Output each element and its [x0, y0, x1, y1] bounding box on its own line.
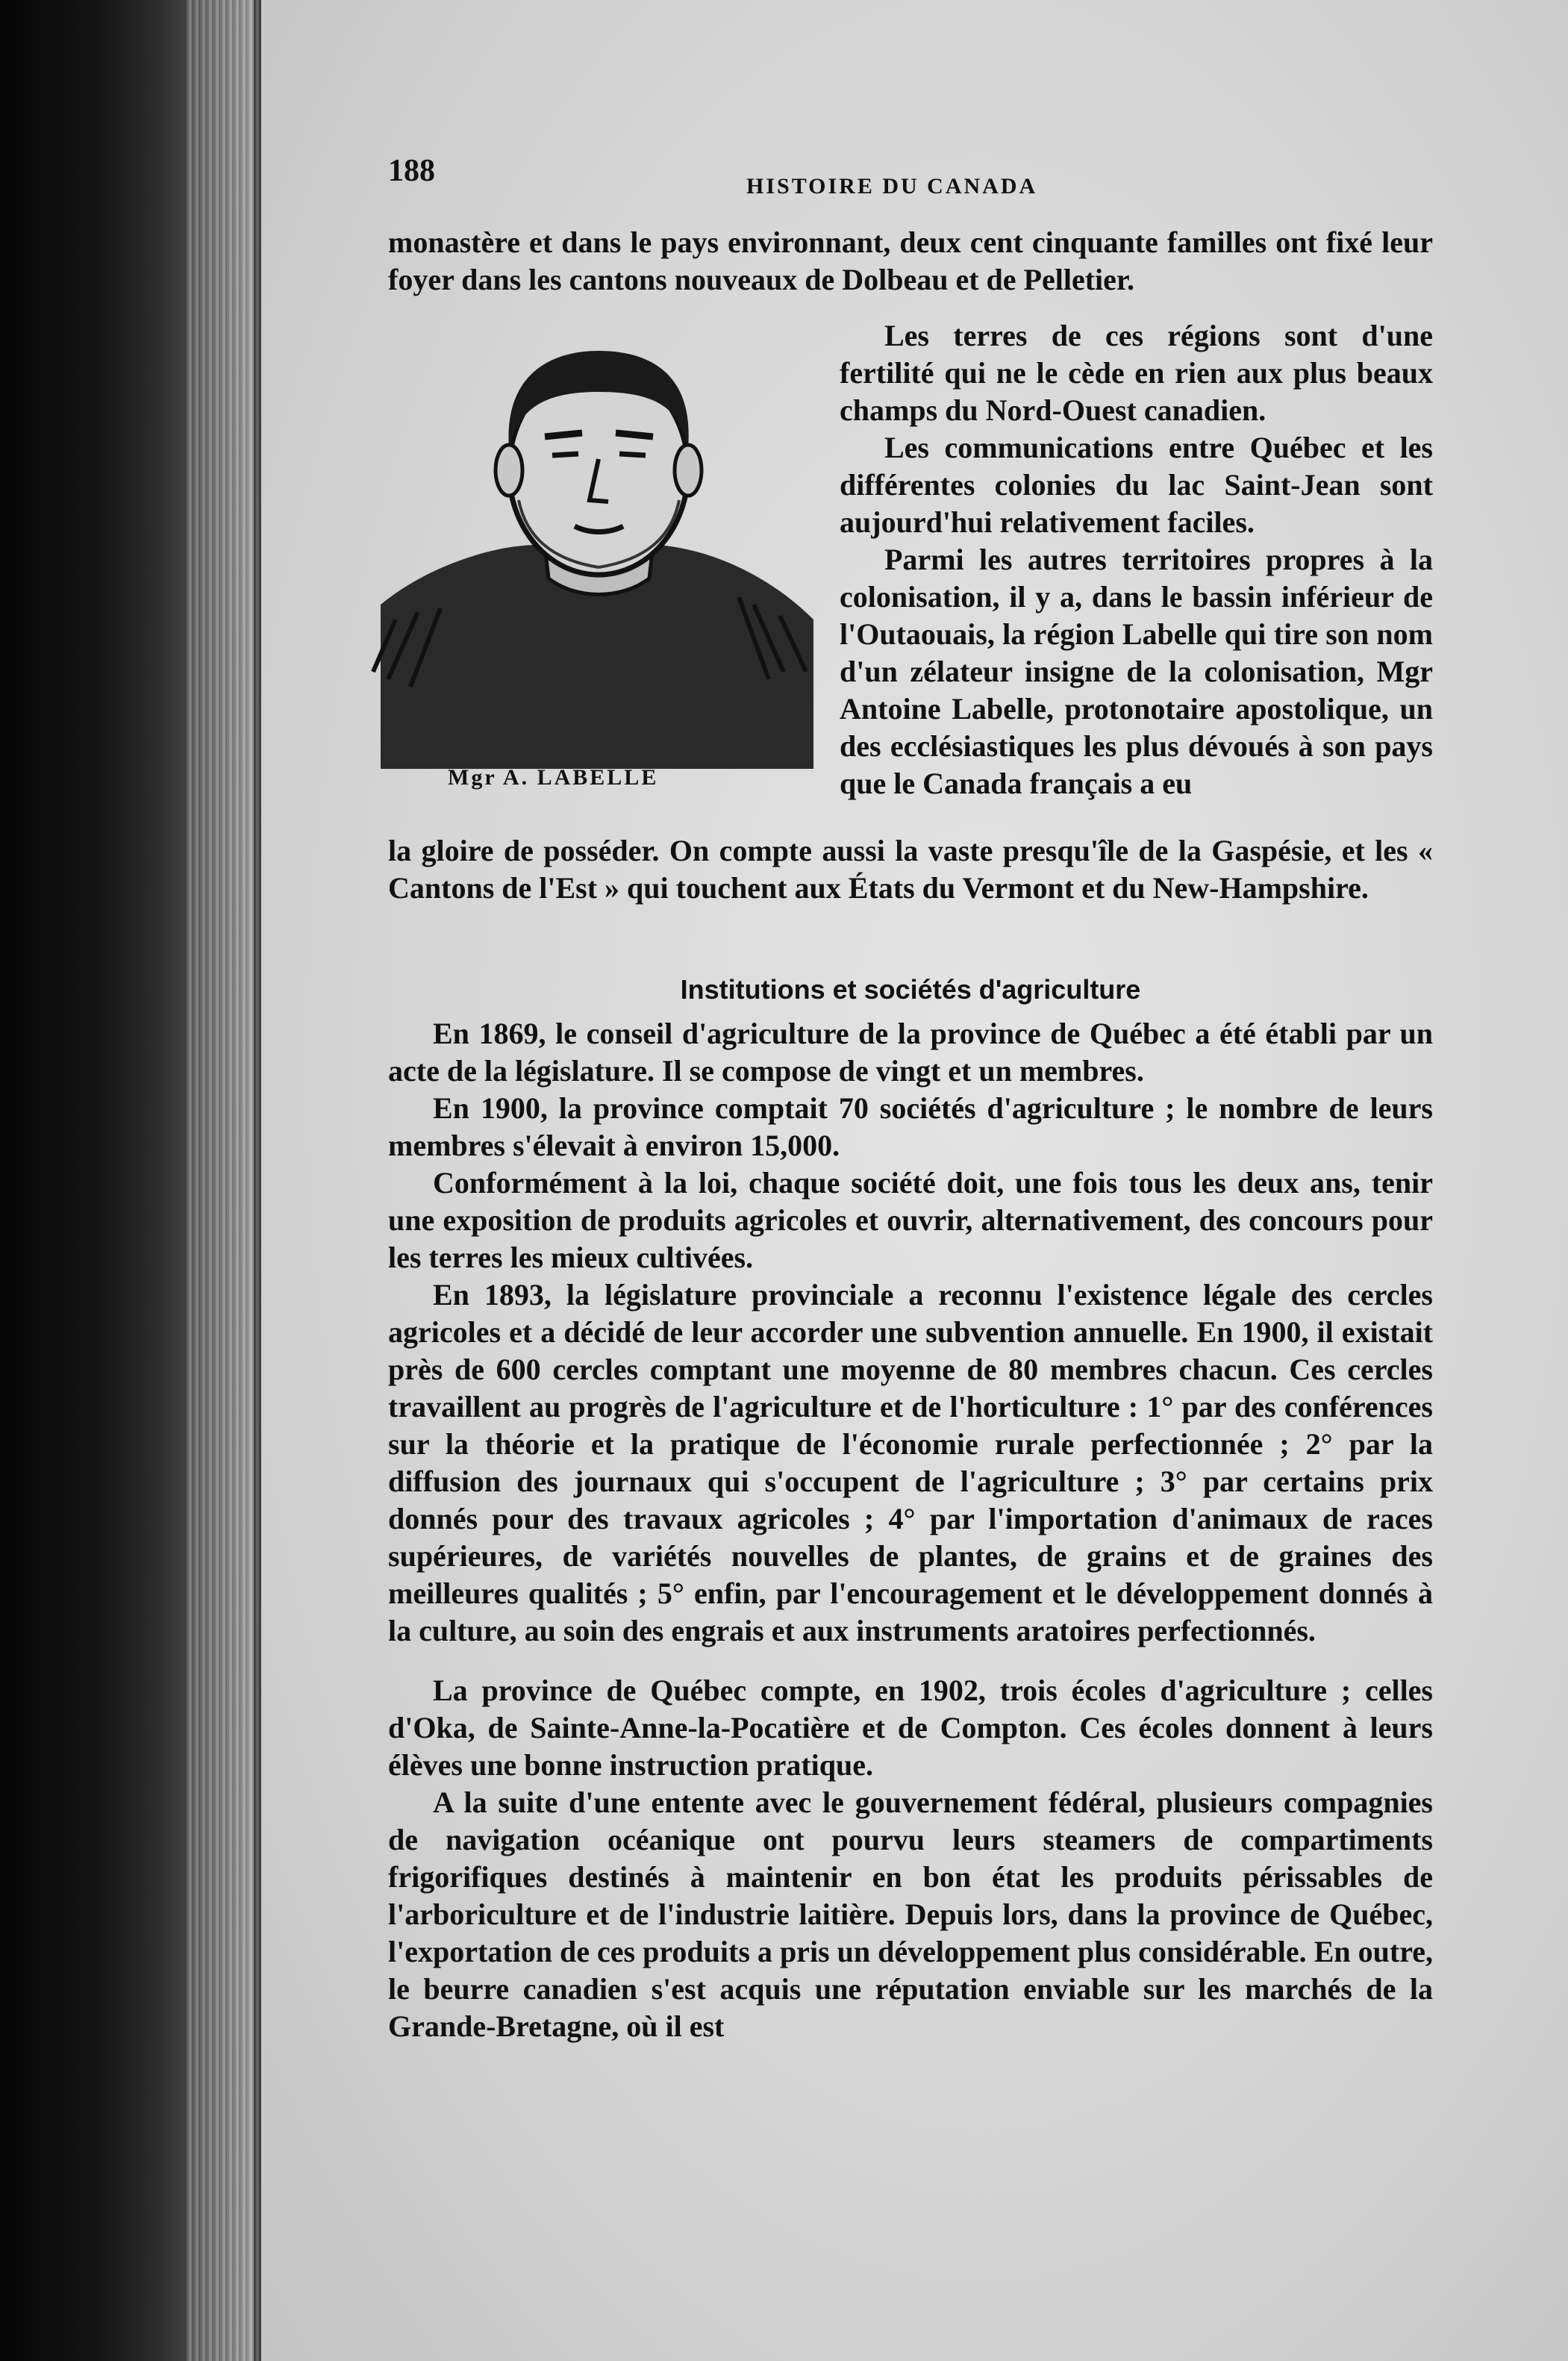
side-paragraph-2: Les communications entre Québec et les différentes colonies du lac Saint-Jean sont aujourd'hui relativement faciles.	[840, 431, 1433, 539]
page-number: 188	[388, 154, 435, 188]
continuation-text: la gloire de posséder. On compte aussi la vaste presqu'île de la Gaspésie, et les « Cantons de l'Est » qui touchent aux États du Vermont et du New-Hampshire.	[388, 834, 1433, 905]
page-edges	[187, 0, 269, 2361]
paragraph-1: En 1869, le conseil d'agriculture de la province de Québec a été établi par un acte de la législature. Il se compose de vingt et un membres.	[388, 1017, 1433, 1088]
side-paragraph-3: Parmi les autres territoires propres à la colonisation, il y a, dans le bassin inférieur de l'Outaouais, la région Labelle qui tire son nom d'un zélateur insigne de la colonisation, Mgr Antoine Labelle, protonotaire apostolique, un des ecclésiastiques les plus dévoués à son pays que le Canada français a eu	[840, 543, 1433, 800]
side-column	[840, 317, 1433, 802]
portrait-caption: Mgr A. LABELLE	[448, 765, 659, 790]
paragraph-4: En 1893, la législature provinciale a reconnu l'existence légale des cercles agricoles et a décidé de leur accorder une subvention annuelle. En 1900, il existait près de 600 cercles comptant une moyenne de 80 membres chacun. Ces cercles travaillent au progrès de l'agriculture et de l'horticulture : 1° par des conférences sur la théorie et la pratique de l'économie rurale perfectionnée ; 2° par la diffusion des journaux qui s'occupent de l'agriculture ; 3° par certains prix donnés pour des travaux agricoles ; 4° par l'importation d'animaux de races supérieures, de variétés nouvelles de plantes, de grains et de graines des meilleures qualités ; 5° enfin, par l'encouragement et le développement donnés à la culture, au soin des engrais et aux instruments aratoires perfectionnés.	[388, 1278, 1433, 1647]
paragraph-5: La province de Québec compte, en 1902, trois écoles d'agriculture ; celles d'Oka, de Sainte-Anne-la-Pocatière et de Compton. Ces écoles donnent à leurs élèves une bonne instruction pratique.	[388, 1674, 1433, 1782]
section-body	[388, 1015, 1433, 2045]
paragraph-2: En 1900, la province comptait 70 sociétés d'agriculture ; le nombre de leurs membres s'élevait à environ 15,000.	[388, 1091, 1433, 1162]
paragraph-3: Conformément à la loi, chaque société doit, une fois tous les deux ans, tenir une exposition de produits agricoles et ouvrir, alternativement, des concours pour les terres les mieux cultivées.	[388, 1166, 1433, 1274]
side-paragraph-1: Les terres de ces régions sont d'une fertilité qui ne le cède en rien aux plus beaux champs du Nord-Ouest canadien.	[840, 319, 1433, 427]
section-heading: Institutions et sociétés d'agriculture	[680, 974, 1141, 1005]
running-head	[388, 153, 1433, 205]
book-title: HISTOIRE DU CANADA	[746, 174, 1038, 199]
continuation-paragraph	[388, 832, 1433, 907]
intro-paragraph	[388, 224, 1433, 299]
paragraph-6: A la suite d'une entente avec le gouvernement fédéral, plusieurs compagnies de navigation océanique ont pourvu leurs steamers de compartiments frigorifiques destinés à maintenir en bon état les produits périssables de l'arboriculture et de l'industrie laitière. Depuis lors, dans la province de Québec, l'exportation de ces produits a pris un développement plus considérable. En outre, le beurre canadien s'est acquis une réputation enviable sur les marchés de la Grande-Bretagne, où il est	[388, 1785, 1433, 2043]
intro-text: monastère et dans le pays environnant, deux cent cinquante familles ont fixé leur foyer dans les cantons nouveaux de Dolbeau et de Pelletier.	[388, 225, 1433, 296]
portrait-figure	[366, 321, 828, 814]
portrait-illustration	[366, 321, 828, 769]
